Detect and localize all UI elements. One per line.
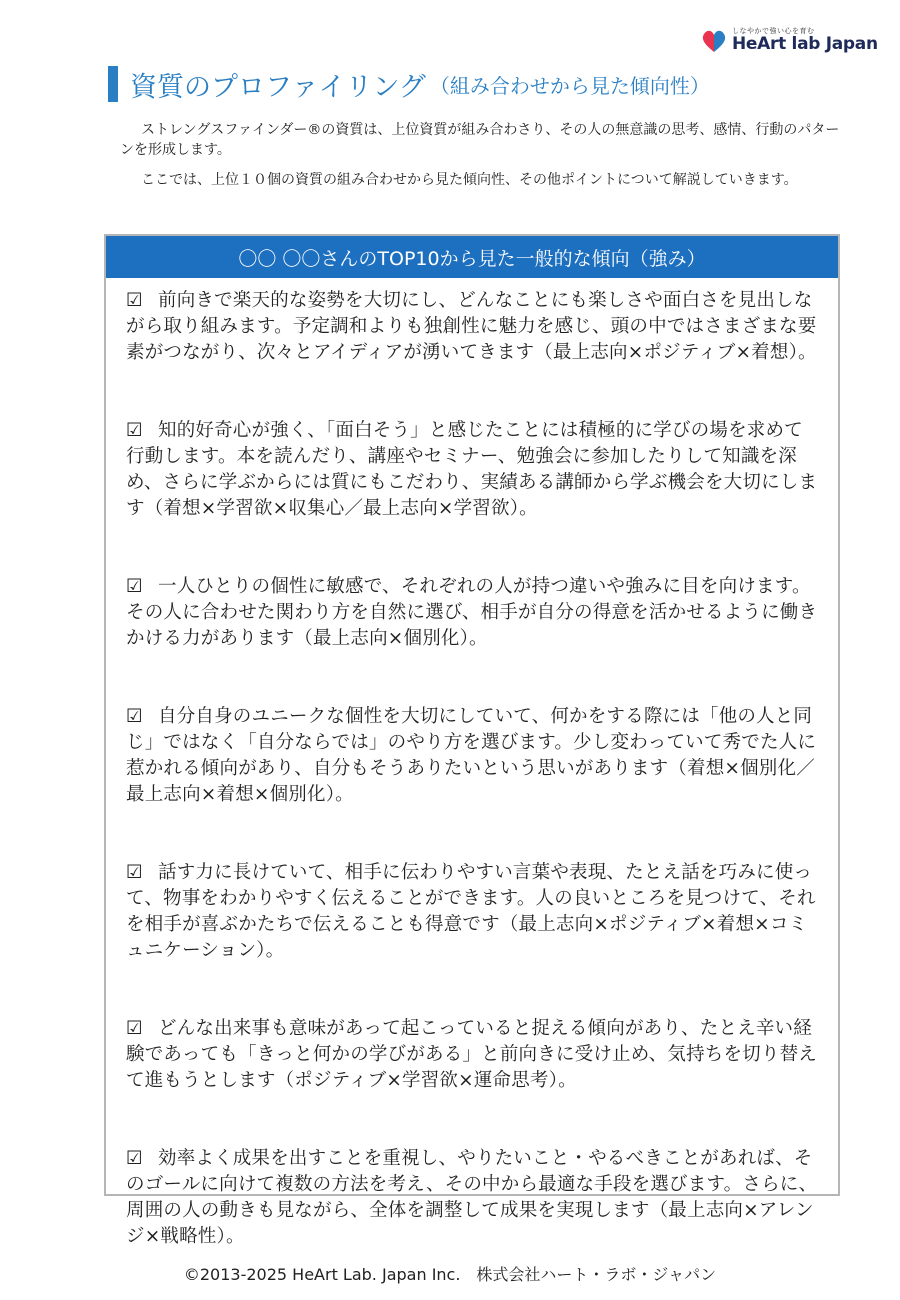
list-item-text: どんな出来事も意味があって起こっていると捉える傾向があり、たとえ辛い経験であっても「きっと何かの学びがある」と前向きに受け止め、気持ちを切り替えて進もうとします（ポジティブ×学習欲×運命思考）。 <box>126 1018 817 1091</box>
copyright-footer: ©2013-2025 HeArt Lab. Japan Inc. 株式会社ハート・ラボ・ジャパン <box>183 1265 717 1284</box>
tendency-box-header: 〇〇 〇〇さんのTOP10から見た一般的な傾向（強み） <box>106 236 838 278</box>
list-item <box>126 1146 818 1250</box>
logo-brand-name: HeArt lab Japan <box>732 34 878 54</box>
intro-paragraph-2: ここでは、上位１０個の資質の組み合わせから見た傾向性、その他ポイントについて解説していきます。 <box>141 172 798 188</box>
list-item-text: 知的好奇心が強く、「面白そう」と感じたことには積極的に学びの場を求めて行動します。本を読んだり、講座やセミナー、勉強会に参加したりして知識を深め、さらに学ぶからには質にもこだわり、実績ある講師から学ぶ機会を大切にします（着想×学習欲×収集心／最上志向×学習欲）。 <box>126 420 818 519</box>
checkbox-checked-icon: ☑ <box>126 1148 143 1169</box>
list-item-text: 前向きで楽天的な姿勢を大切にし、どんなことにも楽しさや面白さを見出しながら取り組みます。予定調和よりも独創性に魅力を感じ、頭の中ではさまざまな要素がつながり、次々とアイディアが湧いてきます（最上志向×ポジティブ×着想）。 <box>126 290 817 363</box>
tendency-list <box>106 278 838 1250</box>
list-item <box>126 704 818 808</box>
list-item <box>126 860 818 964</box>
page-heading <box>108 64 710 104</box>
list-item <box>126 288 818 366</box>
list-item-text: 話す力に長けていて、相手に伝わりやすい言葉や表現、たとえ話を巧みに使って、物事をわかりやすく伝えることができます。人の良いところを見つけて、それを相手が喜ぶかたちで伝えることも得意です（最上志向×ポジティブ×着想×コミュニケーション）。 <box>126 862 816 961</box>
page-title: 資質のプロファイリング <box>130 71 426 103</box>
checkbox-checked-icon: ☑ <box>126 290 143 311</box>
list-item-text: 自分自身のユニークな個性を大切にしていて、何かをする際には「他の人と同じ」ではなく「自分ならでは」のやり方を選びます。少し変わっていて秀でた人に惹かれる傾向があり、自分もそうありたいという思いがあります（着想×個別化／最上志向×着想×個別化）。 <box>126 706 817 805</box>
list-item <box>126 1016 818 1094</box>
company-logo <box>700 24 880 58</box>
checkbox-checked-icon: ☑ <box>126 706 143 727</box>
list-item <box>126 418 818 522</box>
heading-accent-bar <box>108 66 118 102</box>
checkbox-checked-icon: ☑ <box>126 420 143 441</box>
list-item-text: 一人ひとりの個性に敏感で、それぞれの人が持つ違いや強みに目を向けます。その人に合わせた関わり方を自然に選び、相手が自分の得意を活かせるように働きかける力があります（最上志向×個別化）。 <box>126 576 818 649</box>
page-subtitle: （組み合わせから見た傾向性） <box>429 73 710 98</box>
list-item-text: 効率よく成果を出すことを重視し、やりたいこと・やるべきことがあれば、そのゴールに向けて複数の方法を考え、その中から最適な手段を選びます。さらに、周囲の人の動きも見ながら、全体を調整して成果を実現します（最上志向×アレンジ×戦略性）。 <box>126 1148 818 1247</box>
list-item <box>126 574 818 652</box>
intro-paragraph-1: ストレングスファインダー®の資質は、上位資質が組み合わさり、その人の無意識の思考、感情、行動のパターンを形成します。 <box>120 122 840 158</box>
tendency-box <box>104 234 840 1247</box>
logo-tagline: しなやかで強い心を育む <box>732 27 815 35</box>
checkbox-checked-icon: ☑ <box>126 1018 143 1039</box>
heart-logo-icon <box>700 27 728 55</box>
checkbox-checked-icon: ☑ <box>126 576 143 597</box>
checkbox-checked-icon: ☑ <box>126 862 143 883</box>
